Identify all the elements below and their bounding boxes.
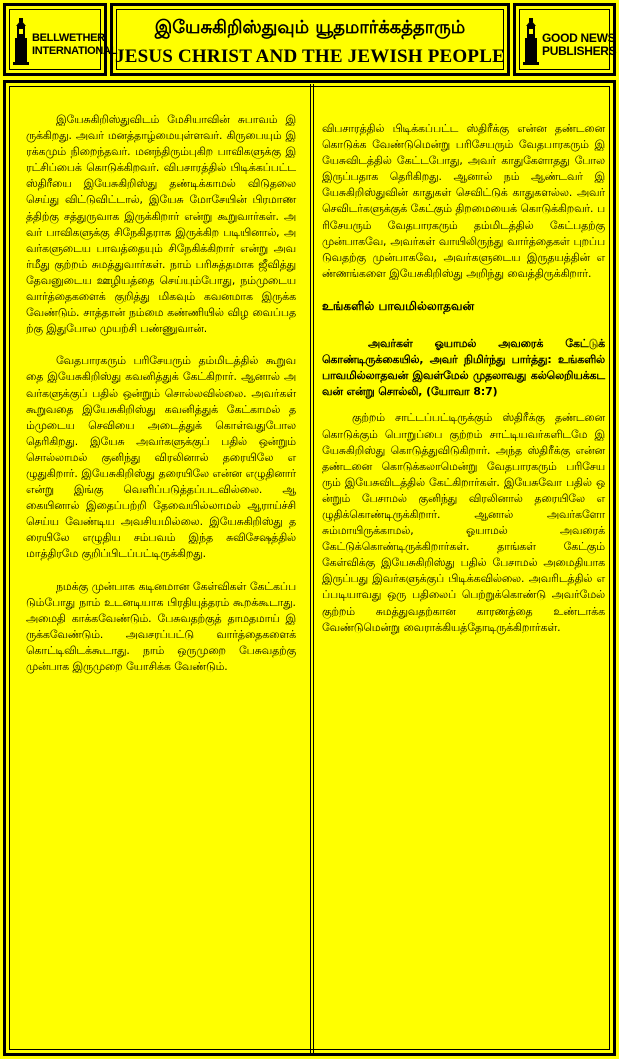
right-paragraph-top: விபசாரத்தில் பிடிக்கப்பட்ட ஸ்திரீக்கு என்ன தண்டனை கொடுக்க வேண்டுமென்று பரிசேயரும் வேதபாரகரும் இயேசுவிடத்தில் கேட்டபோது, அவர் காதுகேளாதது போல இருப்பதாக தெரிகிறது. ஆனால் நம் ஆண்டவர் இயேசுகிறிஸ்துவின் காதுகள் செவிட்டுக் காதுகளல்ல. அவர் செவிடர்களுக்குக் கேட்கும் திறமையைக் கொடுக்கிறவர். பரிசேயரும் வேதபாரகரும் தம்மிடத்தில் கேட்பதற்கு முன்பாகவே, அவர்கள் வாயிலிருந்து வார்த்தைகள் புறப்படுவதற்கு முன்பாகவே, அவர்களுடைய இருதயத்தின் எண்ணங்களை இயேசுகிறிஸ்து அறிந்து வைத்திருக்கிறார்.: [322, 122, 605, 280]
title-banner: [110, 3, 510, 76]
section-heading: உங்களில் பாவமில்லாதவன்: [322, 298, 475, 313]
left-paragraph-2: வேதபாரகரும் பரிசேயரும் தம்மிடத்தில் கூறுவதை இயேசுகிறிஸ்து கவனித்துக் கேட்கிறார். ஆனால் அவர்களுக்குப் பதில் ஒன்றும் சொல்லவில்லை. அவர்கள் கூறுவதை இயேசுகிறிஸ்து கவனித்துக் கேட்காமல் தம்முடைய செவியை அடைத்துக் கொள்வதுபோல தெரிகிறது. இயேசு அவர்களுக்குப் பதில் ஒன்றும் சொல்லாமல் குனிந்து விரலினால் தரையிலே எழுதுகிறார். இயேசுகிறிஸ்து தரையிலே என்ன எழுதினார் என்று இங்கு வெளிப்படுத்தப்படவில்லை. ஆகையினால் இதைப்பற்றி தேவையில்லாமல் ஆராய்ச்சி செய்ய வேண்டிய அவசியமில்லை. இயேசுகிறிஸ்து தரையிலே எழுதிய சம்பவம் இந்த சுவிசேஷத்தில் மாத்திரமே குறிப்பிடப்பட்டிருக்கிறது.: [26, 354, 296, 561]
scripture-quote: அவர்கள் ஓயாமல் அவரைக் கேட்டுக் கொண்டிருக்கையில், அவர் நிமிர்ந்து பார்த்து: உங்களில் பாவமில்லாதவன் இவள்மேல் முதலாவது கல்லெறியக்கடவன் என்று சொல்லி, (யோவா 8:7): [322, 337, 605, 399]
title-tamil: இயேசுகிறிஸ்துவும் யூதமார்க்கத்தாரும்: [154, 17, 466, 38]
left-paragraph-1: இயேசுகிறிஸ்துவிடம் மேசியாவின் சுபாவம் இருக்கிறது. அவர் மனத்தாழ்மையுள்ளவர். கிருபையும் இரக்கமும் நிறைந்தவர். மனந்திரும்புகிற பாவிகளுக்கு இரட்சிப்பைக் கொடுக்கிறவர். விபசாரத்தில் பிடிக்கப்பட்ட ஸ்திரீயை இயேசுகிறிஸ்து தண்டிக்காமல் விடுதலை செய்து விட்டுவிட்டால், இயேசு மோசேயின் பிரமாணத்திற்கு சத்துருவாக இருக்கிறார் என்று கூறுவார்கள். அவர் பாவிகளுக்கு சிநேகிதராக இருக்கிற படியினால், அவர்களுடைய பாவத்தையும் சிநேகிக்கிறார் என்று அவர்மீது குற்றம் சுமத்துவார்கள். நாம் பரிசுத்தமாக ஜீவித்து தேவனுடைய ஊழியத்தை செய்யும்போது, நம்முடைய வார்த்தைகளைக் குறித்து மிகவும் கவனமாக இருக்கவேண்டும். சாத்தான் நம்மை கண்ணியில் விழ வைப்பதற்கு இதுபோல முயற்சி பண்ணுவான்.: [26, 113, 296, 336]
publisher-logo-left: [3, 3, 118, 76]
bell-tower-icon: [522, 16, 540, 66]
left-column: [26, 112, 296, 691]
bell-tower-icon: [12, 16, 30, 66]
logo-left-line1: BELLWETHER: [32, 32, 105, 44]
right-column: [322, 121, 605, 652]
logo-right-line2: PUBLISHERS: [542, 44, 617, 58]
title-english: JESUS CHRIST AND THE JEWISH PEOPLE: [115, 46, 505, 67]
right-paragraph-bottom: குற்றம் சாட்டப்பட்டிருக்கும் ஸ்திரீக்கு தண்டனை கொடுக்கும் பொறுப்பை குற்றம் சாட்டியவர்களிடமே இயேசுகிறிஸ்து கொடுத்துவிடுகிறார். அந்த ஸ்திரீக்கு என்ன தண்டனை கொடுக்கலாமென்று வேதபாரகரும் பரிசேயரும் இயேசுவிடத்தில் கேட்கிறார்கள். இயேசுவோ பதில் ஒன்றும் பேசாமல் குனிந்து விரலினால் தரையிலே எழுதிக்கொண்டிருக்கிறார். ஆனால் அவர்களோ சும்மாயிருக்காமல், ஓயாமல் அவரைக் கேட்டுக்கொண்டிருக்கிறார்கள். தாங்கள் கேட்கும் கேள்விக்கு இயேசுகிறிஸ்து பதில் பேசாமல் அமைதியாக இருப்பது இவர்களுக்குப் பிடிக்கவில்லை. அவரிடத்தில் எப்படியாவது ஒரு பதிலைப் பெற்றுக்கொண்டு அவர்மேல் குற்றம் சுமத்துவதற்கான காரணத்தை உண்டாக்க வேண்டுமென்று வைராக்கியத்தோடிருக்கிறார்கள்.: [322, 411, 605, 634]
left-paragraph-3: நமக்கு முன்பாக கடினமான கேள்விகள் கேட்கப்படும்போது நாம் உடனடியாக பிரதியுத்தரம் கூறக்கூடாது. அமைதி காக்கவேண்டும். பேசுவதற்குத் தாமதமாய் இருக்கவேண்டும். அவசரப்பட்டு வார்த்தைகளைக் கொட்டிவிடக்கூடாது. நாம் ஒருமுறை பேசுவதற்கு முன்பாக இருமுறை யோசிக்க வேண்டும்.: [26, 579, 296, 673]
publisher-logo-right: [513, 3, 616, 76]
logo-left-line2: INTERNATIONAL: [32, 45, 118, 57]
logo-right-line1: GOOD NEWS: [542, 31, 616, 45]
column-divider: [310, 84, 314, 1053]
